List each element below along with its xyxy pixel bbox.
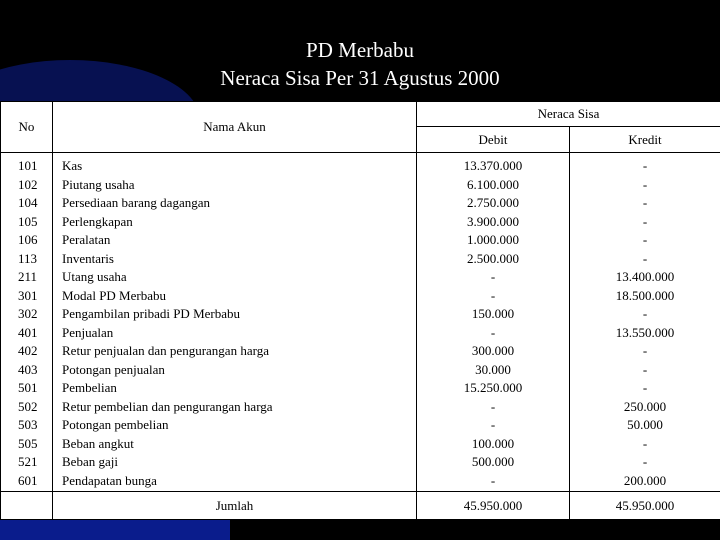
account-number: 401 xyxy=(18,324,38,340)
account-name: Modal PD Merbabu xyxy=(62,287,166,303)
debit-value: - xyxy=(490,324,496,340)
account-number: 104 xyxy=(18,195,38,210)
account-number: 102 xyxy=(18,176,38,192)
column-nama-akun xyxy=(53,153,417,492)
slide-title xyxy=(0,36,720,92)
account-name: Piutang usaha xyxy=(62,176,135,192)
account-name: Beban angkut xyxy=(62,435,134,451)
debit-value: - xyxy=(490,398,496,414)
kredit-value: - xyxy=(642,158,648,173)
trial-balance-sheet xyxy=(0,101,720,519)
account-name: Pengambilan pribadi PD Merbabu xyxy=(62,306,240,321)
kredit-value: 200.000 xyxy=(623,472,667,488)
account-number: 211 xyxy=(18,269,38,284)
bottom-accent-bar xyxy=(0,520,230,540)
account-number: 601 xyxy=(18,472,38,488)
debit-value: 2.500.000 xyxy=(467,250,519,266)
account-name: Retur penjualan dan pengurangan harga xyxy=(62,343,269,358)
debit-value: 300.000 xyxy=(471,343,515,358)
debit-value: 150.000 xyxy=(471,306,515,321)
kredit-value: 250.000 xyxy=(623,398,667,414)
kredit-value: - xyxy=(642,306,648,321)
company-name: PD Merbabu xyxy=(306,38,414,62)
footer-label: Jumlah xyxy=(53,492,417,521)
account-name: Penjualan xyxy=(62,324,114,340)
account-number: 301 xyxy=(18,287,38,303)
column-debit xyxy=(417,153,570,492)
debit-value: 30.000 xyxy=(475,361,511,377)
account-name: Utang usaha xyxy=(62,269,127,284)
account-number: 106 xyxy=(18,232,38,247)
account-name: Pendapatan bunga xyxy=(62,472,157,488)
debit-value: 2.750.000 xyxy=(467,195,519,210)
account-name: Persediaan barang dagangan xyxy=(62,195,210,210)
debit-value: 3.900.000 xyxy=(467,213,519,229)
account-name: Pembelian xyxy=(62,380,117,395)
kredit-value: - xyxy=(642,176,648,192)
debit-value: - xyxy=(490,472,496,488)
kredit-value: 18.500.000 xyxy=(615,287,675,303)
trial-balance-table xyxy=(0,101,720,521)
account-name: Retur pembelian dan pengurangan harga xyxy=(62,398,273,414)
column-no xyxy=(1,153,53,492)
debit-value: - xyxy=(490,417,496,432)
kredit-value: - xyxy=(642,195,648,210)
kredit-value: - xyxy=(642,435,648,451)
debit-value: 15.250.000 xyxy=(463,380,523,395)
account-number: 101 xyxy=(18,158,38,173)
column-kredit xyxy=(570,153,720,492)
account-number: 505 xyxy=(18,435,38,451)
account-name: Potongan penjualan xyxy=(62,361,165,377)
header-neraca-sisa: Neraca Sisa xyxy=(417,102,720,127)
header-kredit: Kredit xyxy=(570,127,720,153)
account-number: 521 xyxy=(18,454,38,469)
kredit-value: 13.550.000 xyxy=(615,324,675,340)
kredit-value: - xyxy=(642,213,648,229)
kredit-value: 50.000 xyxy=(627,417,663,432)
debit-value: 6.100.000 xyxy=(467,176,519,192)
kredit-value: - xyxy=(642,343,648,358)
account-number: 113 xyxy=(18,250,38,266)
kredit-value: - xyxy=(642,250,648,266)
account-number: 105 xyxy=(18,213,38,229)
footer-debit-total: 45.950.000 xyxy=(417,492,570,521)
debit-value: 1.000.000 xyxy=(467,232,519,247)
header-nama-akun: Nama Akun xyxy=(53,102,417,153)
account-number: 503 xyxy=(18,417,38,432)
account-number: 402 xyxy=(18,343,38,358)
kredit-value: - xyxy=(642,454,648,469)
debit-value: - xyxy=(490,269,496,284)
debit-value: 500.000 xyxy=(471,454,515,469)
account-name: Beban gaji xyxy=(62,454,118,469)
report-title: Neraca Sisa Per 31 Agustus 2000 xyxy=(220,66,500,90)
footer-kredit-total: 45.950.000 xyxy=(570,492,720,521)
account-number: 502 xyxy=(18,398,38,414)
debit-value: 13.370.000 xyxy=(463,158,523,173)
account-name: Perlengkapan xyxy=(62,213,133,229)
footer-blank xyxy=(1,492,53,521)
header-debit: Debit xyxy=(417,127,570,153)
kredit-value: - xyxy=(642,380,648,395)
header-no: No xyxy=(1,102,53,153)
account-name: Inventaris xyxy=(62,250,114,266)
account-number: 403 xyxy=(18,361,38,377)
account-number: 302 xyxy=(18,306,38,321)
debit-value: 100.000 xyxy=(471,435,515,451)
account-number: 501 xyxy=(18,380,38,395)
account-name: Kas xyxy=(62,158,83,173)
debit-value: - xyxy=(490,287,496,303)
kredit-value: - xyxy=(642,232,648,247)
kredit-value: - xyxy=(642,361,648,377)
kredit-value: 13.400.000 xyxy=(615,269,675,284)
account-name: Peralatan xyxy=(62,232,111,247)
account-name: Potongan pembelian xyxy=(62,417,169,432)
